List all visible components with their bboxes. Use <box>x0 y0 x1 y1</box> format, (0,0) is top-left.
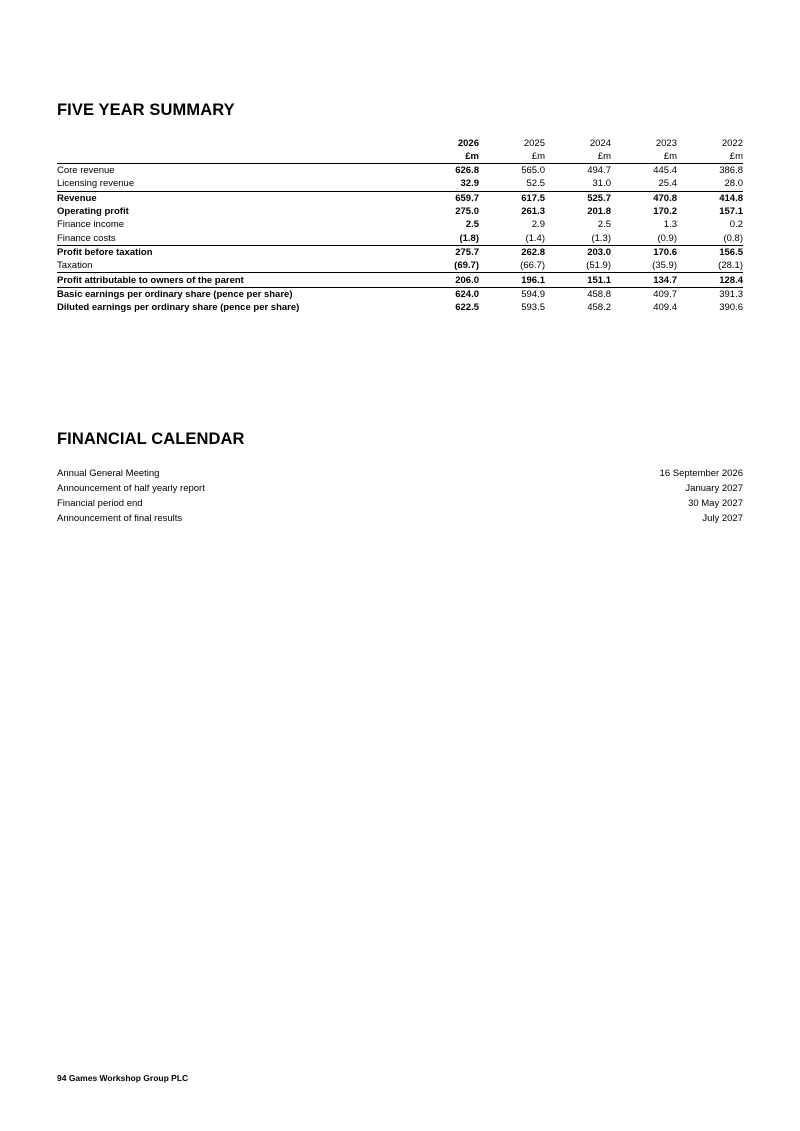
cell-value: (66.7) <box>520 260 545 272</box>
cell-value: 2.9 <box>531 219 545 231</box>
cell-value: (1.4) <box>525 232 545 244</box>
cell-value: 151.1 <box>545 273 611 287</box>
table-row-total <box>57 205 743 218</box>
table-row <box>57 177 743 191</box>
calendar-date: January 2027 <box>685 483 743 494</box>
year-header: 2026 <box>457 138 479 149</box>
cell-value: 0.2 <box>729 219 743 231</box>
unit-header-row <box>57 150 743 164</box>
cell-value: 262.8 <box>479 245 545 259</box>
cell-value: 391.3 <box>677 287 743 301</box>
table-row-total <box>57 191 743 205</box>
table-row-total <box>57 273 743 287</box>
cell-value: 494.7 <box>587 165 611 177</box>
year-header: 2024 <box>589 138 611 149</box>
year-header: 2025 <box>523 138 545 149</box>
calendar-date: 16 September 2026 <box>659 468 743 479</box>
cell-value: 386.8 <box>719 165 743 177</box>
cell-value: 128.4 <box>677 273 743 287</box>
cell-value: 31.0 <box>592 178 611 190</box>
cell-value: 134.7 <box>611 273 677 287</box>
financial-calendar-title: FINANCIAL CALENDAR <box>57 430 245 448</box>
unit-header: £m <box>418 150 479 164</box>
cell-value: 170.6 <box>611 245 677 259</box>
cell-value: (1.8) <box>459 232 479 244</box>
calendar-date: July 2027 <box>702 513 743 524</box>
year-header: 2022 <box>721 138 743 149</box>
table-row-total <box>57 245 743 259</box>
table-row <box>57 164 743 178</box>
calendar-event: Announcement of final results <box>57 513 183 524</box>
cell-value: 594.9 <box>479 287 545 301</box>
cell-value: 261.3 <box>521 206 545 218</box>
row-label: Core revenue <box>57 165 115 177</box>
cell-value: (35.9) <box>652 260 677 272</box>
row-label: Profit before taxation <box>57 245 418 259</box>
five-year-summary-title: FIVE YEAR SUMMARY <box>57 101 235 119</box>
cell-value: (28.1) <box>718 260 743 272</box>
cell-value: 659.7 <box>418 191 479 205</box>
cell-value: 170.2 <box>653 206 677 218</box>
row-label: Revenue <box>57 191 418 205</box>
row-label: Basic earnings per ordinary share (pence per share) <box>57 287 418 301</box>
five-year-summary-table <box>57 137 743 314</box>
cell-value: (1.3) <box>591 232 611 244</box>
calendar-item <box>57 496 743 511</box>
cell-value: 52.5 <box>526 178 545 190</box>
row-label: Profit attributable to owners of the parent <box>57 273 418 287</box>
unit-header: £m <box>479 150 545 164</box>
row-label: Diluted earnings per ordinary share (pence per share) <box>57 302 300 314</box>
cell-value: 470.8 <box>611 191 677 205</box>
cell-value: 414.8 <box>677 191 743 205</box>
cell-value: 565.0 <box>521 165 545 177</box>
cell-value: 275.0 <box>455 206 479 218</box>
cell-value: 156.5 <box>677 245 743 259</box>
cell-value: 203.0 <box>545 245 611 259</box>
cell-value: 593.5 <box>521 302 545 314</box>
calendar-event: Announcement of half yearly report <box>57 483 205 494</box>
calendar-date: 30 May 2027 <box>688 498 743 509</box>
cell-value: (51.9) <box>586 260 611 272</box>
cell-value: 458.8 <box>545 287 611 301</box>
cell-value: 25.4 <box>658 178 677 190</box>
row-label: Finance costs <box>57 232 116 244</box>
cell-value: 201.8 <box>587 206 611 218</box>
cell-value: 409.7 <box>611 287 677 301</box>
cell-value: 445.4 <box>653 165 677 177</box>
unit-header: £m <box>677 150 743 164</box>
page-footer: 94 Games Workshop Group PLC <box>57 1073 189 1083</box>
table-row <box>57 231 743 245</box>
cell-value: 458.2 <box>587 302 611 314</box>
cell-value: 1.3 <box>663 219 677 231</box>
year-header: 2023 <box>655 138 677 149</box>
header-blank <box>57 137 418 150</box>
cell-value: 157.1 <box>719 206 743 218</box>
cell-value: 2.5 <box>465 219 479 231</box>
unit-header: £m <box>545 150 611 164</box>
cell-value: 2.5 <box>597 219 611 231</box>
cell-value: (69.7) <box>454 260 479 272</box>
header-blank <box>57 150 418 164</box>
calendar-event: Annual General Meeting <box>57 468 160 479</box>
cell-value: 617.5 <box>479 191 545 205</box>
table-row <box>57 218 743 231</box>
cell-value: (0.9) <box>657 232 677 244</box>
cell-value: 525.7 <box>545 191 611 205</box>
calendar-item <box>57 481 743 496</box>
cell-value: 275.7 <box>418 245 479 259</box>
row-label: Licensing revenue <box>57 178 135 190</box>
row-label: Finance income <box>57 219 125 231</box>
calendar-item <box>57 511 743 526</box>
cell-value: 622.5 <box>455 302 479 314</box>
financial-calendar-list <box>57 466 743 526</box>
cell-value: 390.6 <box>719 302 743 314</box>
cell-value: 32.9 <box>460 178 479 190</box>
unit-header: £m <box>611 150 677 164</box>
cell-value: 28.0 <box>724 178 743 190</box>
cell-value: 409.4 <box>653 302 677 314</box>
calendar-item <box>57 466 743 481</box>
table-row <box>57 259 743 273</box>
table-row-eps <box>57 287 743 301</box>
row-label: Operating profit <box>57 206 129 218</box>
cell-value: 206.0 <box>418 273 479 287</box>
cell-value: 626.8 <box>455 165 479 177</box>
calendar-event: Financial period end <box>57 498 143 509</box>
row-label: Taxation <box>57 260 93 272</box>
cell-value: (0.8) <box>723 232 743 244</box>
year-header-row <box>57 137 743 150</box>
cell-value: 624.0 <box>418 287 479 301</box>
table-row-eps <box>57 301 743 314</box>
cell-value: 196.1 <box>479 273 545 287</box>
